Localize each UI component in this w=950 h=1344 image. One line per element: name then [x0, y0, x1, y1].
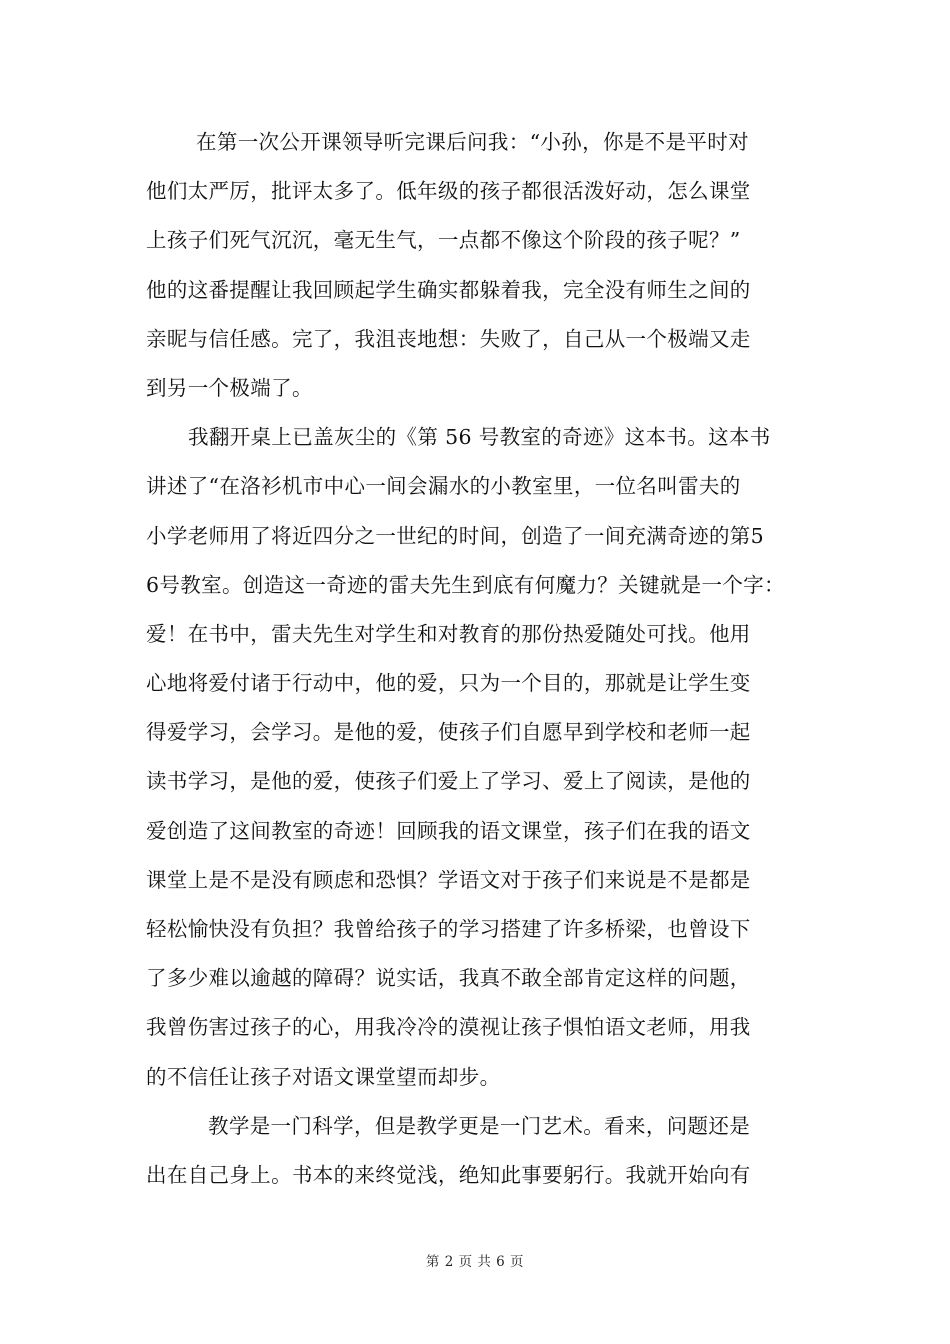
paragraph-line: 他们太严厉，批评太多了。低年级的孩子都很活泼好动，怎么课堂: [146, 179, 751, 204]
paragraph-line: 出在自己身上。书本的来终觉浅，绝知此事要躬行。我就开始向有: [146, 1162, 751, 1187]
paragraph-line: 课堂上是不是没有顾虑和恐惧？学语文对于孩子们来说是不是都是: [146, 867, 751, 892]
paragraph-line: 读书学习，是他的爱，使孩子们爱上了学习、爱上了阅读，是他的: [146, 769, 751, 794]
paragraph-line: 教学是一门科学，但是教学更是一门艺术。看来，问题还是: [208, 1113, 751, 1138]
paragraph-line: 讲述了“在洛衫机市中心一间会漏水的小教室里，一位名叫雷夫的: [146, 474, 741, 499]
paragraph-line: 他的这番提醒让我回顾起学生确实都躲着我，完全没有师生之间的: [146, 277, 751, 302]
paragraph-line: 上孩子们死气沉沉，毫无生气，一点都不像这个阶段的孩子呢？”: [146, 228, 741, 253]
paragraph-line: 在第一次公开课领导听完课后问我：“小孙，你是不是平时对: [196, 130, 749, 154]
paragraph-line: 了多少难以逾越的障碍？说实话，我真不敢全部肯定这样的问题，: [146, 966, 751, 991]
paragraph-line: 的不信任让孩子对语文课堂望而却步。: [146, 1064, 501, 1089]
paragraph-line: 我翻开桌上已盖灰尘的《第 56 号教室的奇迹》这本书。这本书: [188, 425, 771, 450]
paragraph-line: 心地将爱付诸于行动中，他的爱，只为一个目的，那就是让学生变: [146, 671, 751, 696]
paragraph-line: 得爱学习，会学习。是他的爱，使孩子们自愿早到学校和老师一起: [146, 720, 751, 745]
paragraph-line: 到另一个极端了。: [146, 375, 313, 400]
paragraph-line: 亲昵与信任感。完了，我沮丧地想：失败了，自己从一个极端又走: [146, 326, 751, 351]
paragraph-line: 爱创造了这间教室的奇迹！回顾我的语文课堂，孩子们在我的语文: [146, 818, 751, 843]
paragraph-line: 6号教室。创造这一奇迹的雷夫先生到底有何魔力？关键就是一个字：: [146, 572, 785, 597]
page-footer: [0, 1250, 950, 1270]
page-number-label: 第 2 页 共 6 页: [425, 1254, 525, 1270]
paragraph-line: 爱！在书中，雷夫先生对学生和对教育的那份热爱随处可找。他用: [146, 621, 751, 646]
paragraph-line: 我曾伤害过孩子的心，用我冷冷的漠视让孩子惧怕语文老师，用我: [146, 1015, 751, 1040]
paragraph-line: 小学老师用了将近四分之一世纪的时间，创造了一间充满奇迹的第5: [146, 523, 765, 548]
paragraph-line: 轻松愉快没有负担？我曾给孩子的学习搭建了许多桥梁，也曾设下: [146, 917, 751, 941]
document-body: [146, 118, 812, 1200]
